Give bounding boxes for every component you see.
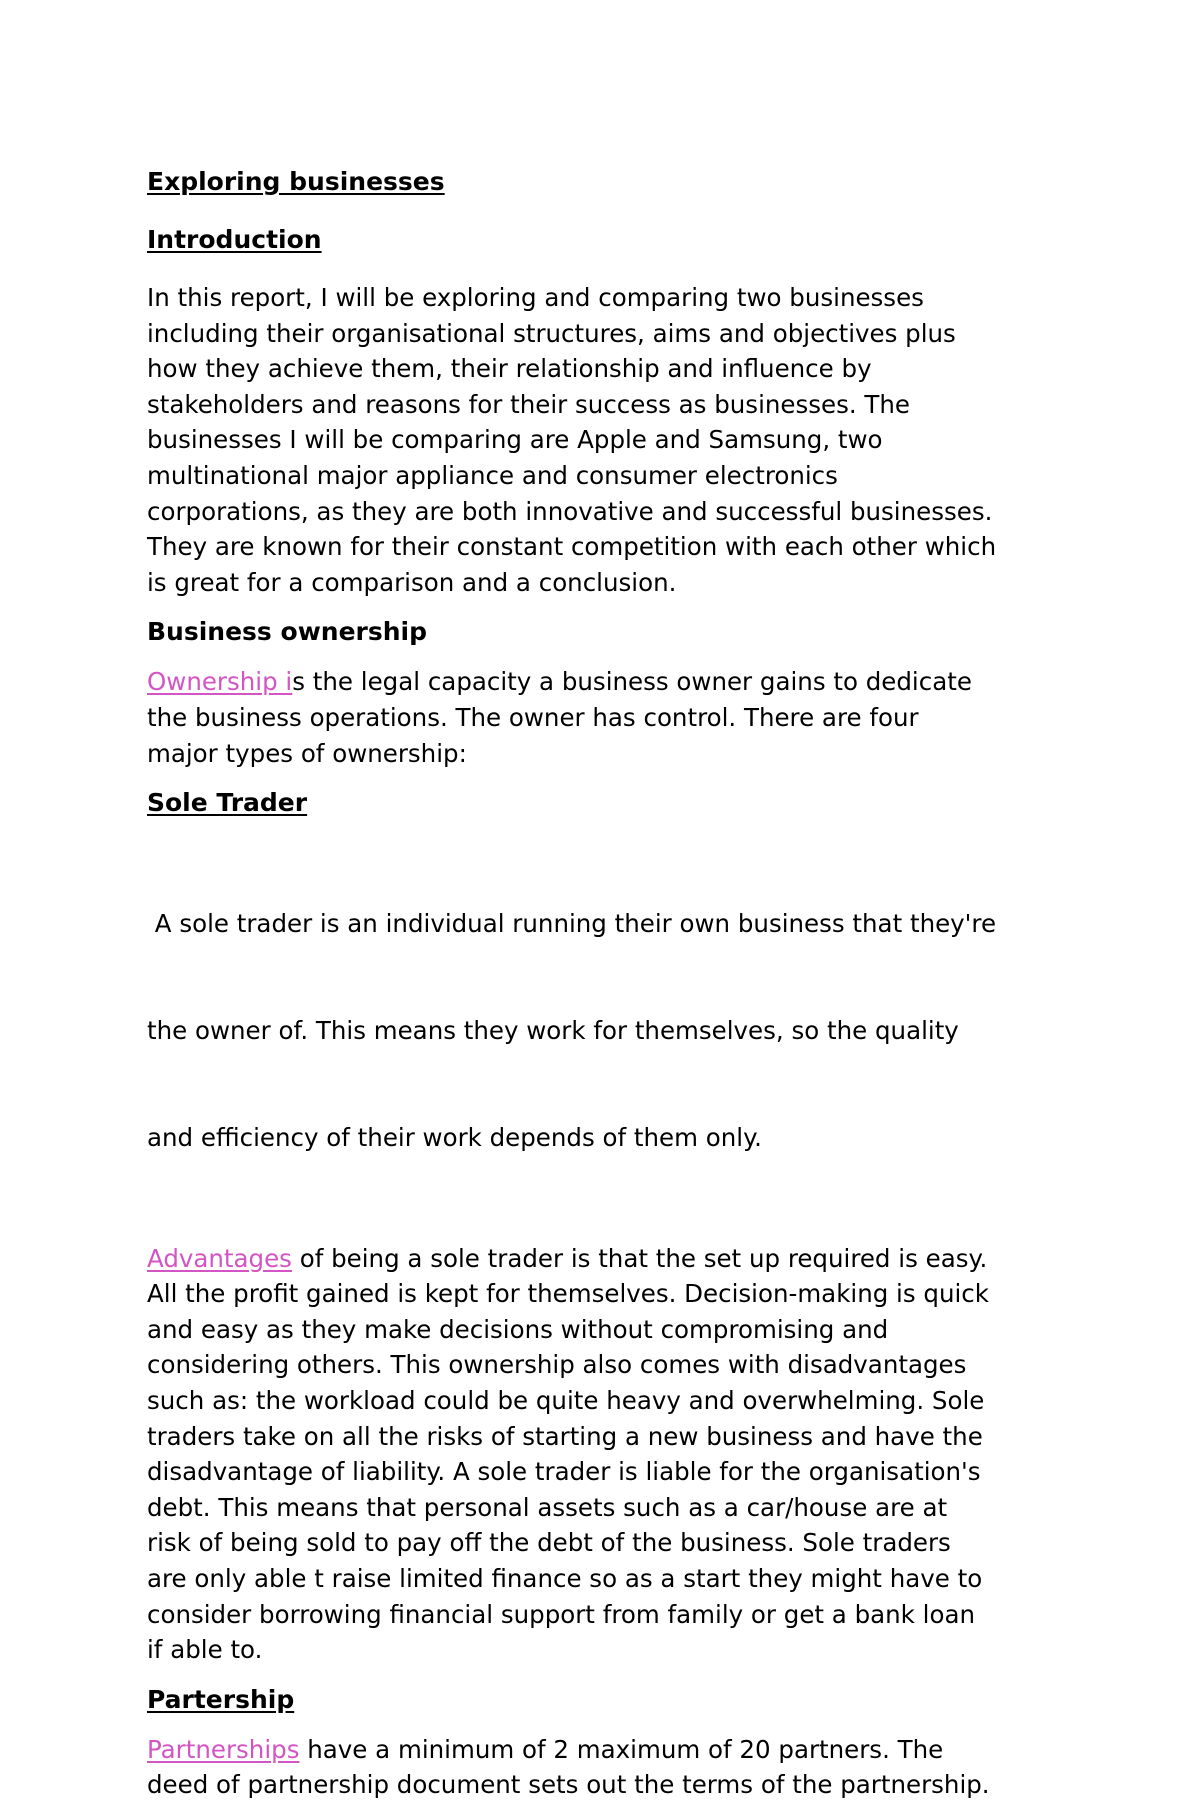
text-line: debt. This means that personal assets such as a car/house are at xyxy=(147,1492,948,1522)
text-line xyxy=(147,1732,1077,1768)
text-line: stakeholders and reasons for their success as businesses. The xyxy=(147,389,910,419)
sole-trader-advantages-paragraph xyxy=(147,1241,1077,1668)
text-line: and efficiency of their work depends of them only. xyxy=(147,1122,762,1152)
ownership-paragraph xyxy=(147,664,1077,771)
text-line: is great for a comparison and a conclusion. xyxy=(147,567,677,597)
text-line: In this report, I will be exploring and comparing two businesses xyxy=(147,283,924,312)
text-line: including their organisational structures, aims and objectives plus xyxy=(147,318,956,348)
text-line: They are known for their constant competition with each other which xyxy=(147,532,997,562)
text-line: A sole trader is an individual running their own business that they're xyxy=(147,909,997,939)
partnership-paragraph xyxy=(147,1732,1077,1803)
text-line: how they achieve them, their relationship and influence by xyxy=(147,354,872,384)
text-line: traders take on all the risks of starting a new business and have the xyxy=(147,1421,983,1451)
text-line: All the profit gained is kept for themselves. Decision-making is quick xyxy=(147,1279,989,1309)
text-line: corporations, as they are both innovative and successful businesses. xyxy=(147,496,993,526)
text-line: are only able t raise limited finance so as a start they might have to xyxy=(147,1564,983,1593)
partnerships-link[interactable]: Partnerships xyxy=(147,1734,300,1764)
business-ownership-heading: Business ownership xyxy=(147,617,428,647)
text-line: the owner of. This means they work for themselves, so the quality xyxy=(147,1016,959,1046)
document-title: Exploring businesses xyxy=(147,167,445,196)
text-line: risk of being sold to pay off the debt of the business. Sole traders xyxy=(147,1528,951,1558)
advantages-link[interactable]: Advantages xyxy=(147,1243,292,1273)
text-line: businesses I will be comparing are Apple and Samsung, two xyxy=(147,425,883,455)
text-line: disadvantage of liability. A sole trader is liable for the organisation's xyxy=(147,1457,981,1487)
text-line: the business operations. The owner has control. There are four xyxy=(147,702,919,732)
text-line: such as: the workload could be quite heavy and overwhelming. Sole xyxy=(147,1386,985,1416)
text-line: considering others. This ownership also comes with disadvantages xyxy=(147,1350,967,1380)
text-line: deed of partnership document sets out the terms of the partnership. xyxy=(147,1770,990,1800)
introduction-paragraph xyxy=(147,280,1077,600)
text-line: multinational major appliance and consumer electronics xyxy=(147,460,838,490)
document-page xyxy=(147,164,1077,1803)
introduction-heading: Introduction xyxy=(147,225,322,254)
ownership-link[interactable]: Ownership i xyxy=(147,667,293,697)
text-line: major types of ownership: xyxy=(147,738,467,768)
partnership-heading: Partership xyxy=(147,1684,295,1714)
sole-trader-heading: Sole Trader xyxy=(147,788,308,818)
text-line: consider borrowing financial support from family or get a bank loan xyxy=(147,1599,975,1629)
text-run: of being a sole trader is that the set up required is easy. xyxy=(291,1243,988,1273)
text-run: have a minimum of 2 maximum of 20 partners. The xyxy=(299,1734,944,1764)
text-line: and easy as they make decisions without compromising and xyxy=(147,1314,889,1344)
text-run: s the legal capacity a business owner gains to dedicate xyxy=(292,667,972,697)
sole-trader-intro-paragraph xyxy=(147,835,1077,1227)
text-line xyxy=(147,1241,1077,1277)
text-line: if able to. xyxy=(147,1635,263,1665)
text-line xyxy=(147,664,1077,700)
